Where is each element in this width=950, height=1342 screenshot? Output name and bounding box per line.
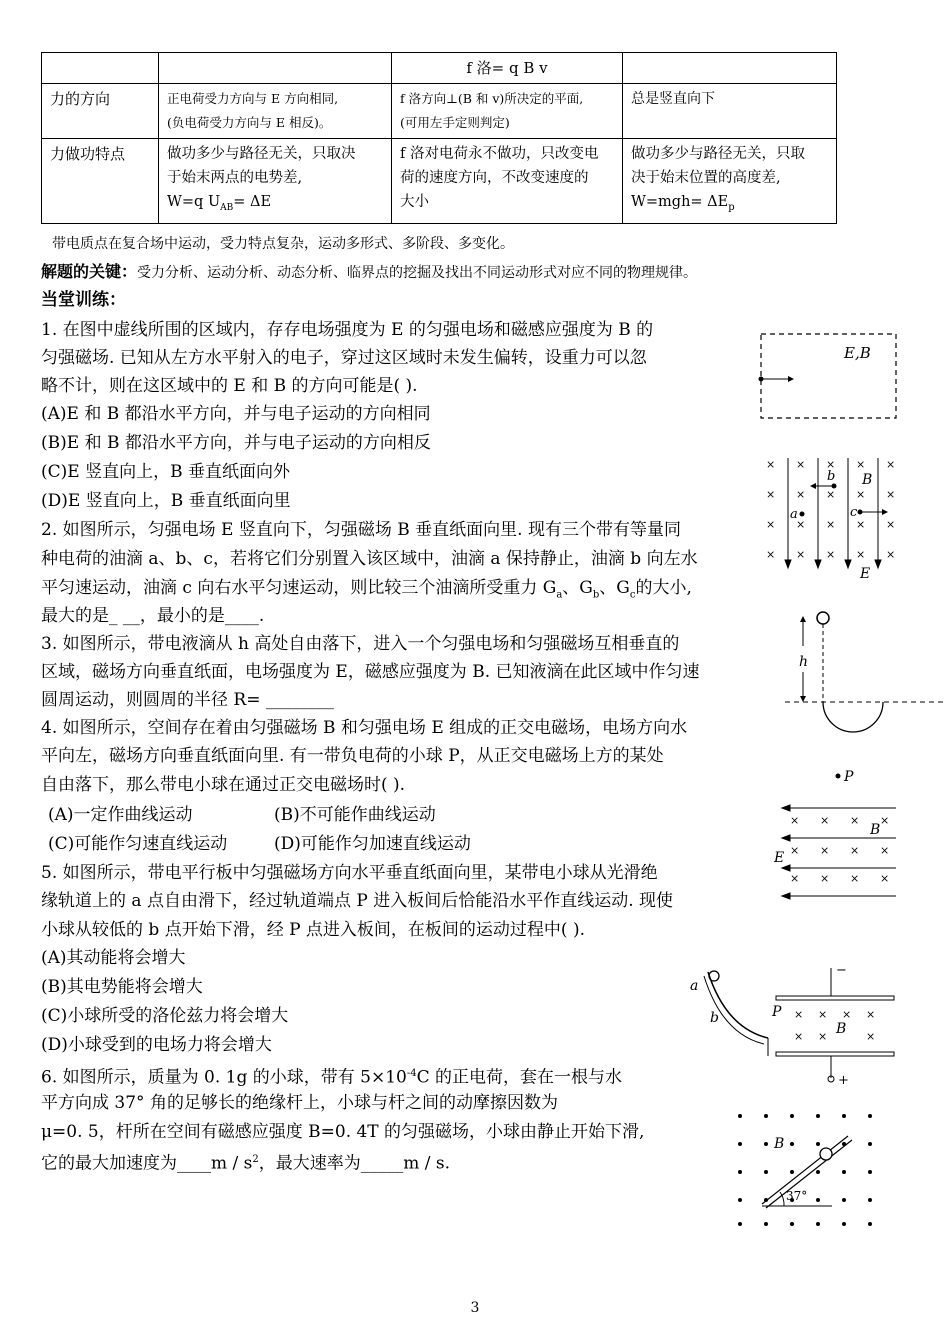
- q3-line: 圆周运动，则圆周的半径 R= ________: [41, 690, 334, 710]
- q6-line: 它的最大加速度为____m / $s^2$，最大速率为_____m / s.: [41, 1153, 451, 1174]
- table-cell: [392, 53, 623, 84]
- svg-text:P: P: [772, 1004, 782, 1020]
- svg-text:h: h: [799, 654, 809, 670]
- q1-figure: [752, 328, 902, 424]
- table-row: [42, 84, 837, 139]
- table-row: [42, 53, 837, 84]
- svg-text:×: ×: [850, 872, 860, 885]
- table-cell: [42, 53, 159, 84]
- svg-text:×: ×: [880, 814, 890, 827]
- svg-text:×: ×: [850, 814, 860, 827]
- q2-line: 最大的是_ __，最小的是____.: [41, 606, 265, 626]
- q1-line: 匀强磁场. 已知从左方水平射入的电子，穿过这区域时未发生偏转，设重力可以忽: [41, 348, 647, 368]
- q4-option-d: (D)可能作匀加速直线运动: [274, 834, 471, 854]
- q6-line: 平方向成 37° 角的足够长的绝缘杆上，小球与杆之间的动摩擦因数为: [41, 1093, 558, 1113]
- table-cell: 做功多少与路径无关，只取决 于始末两点的电势差, W=q $U_{AB}= \Delta E$: [159, 139, 392, 224]
- svg-text:×: ×: [790, 872, 800, 885]
- table-cell: f 洛方向⊥(B 和 v)所决定的平面, (可用左手定则判定): [392, 84, 623, 139]
- svg-text:a: a: [790, 507, 798, 522]
- section-title: 当堂训练：: [41, 290, 126, 310]
- q1-option-c: (C)E 竖直向上，B 垂直纸面向外: [41, 462, 290, 482]
- table-row: [42, 139, 837, 224]
- svg-text:×: ×: [818, 1030, 828, 1043]
- lorentz-force-formula: f 洛= q B v: [466, 59, 548, 77]
- svg-text:×: ×: [796, 548, 806, 561]
- q4-line: 4. 如图所示，空间存在着由匀强磁场 B 和匀强电场 E 组成的正交电磁场，电场方向水: [41, 718, 688, 738]
- svg-text:×: ×: [886, 488, 896, 501]
- q4-figure: [770, 764, 900, 914]
- svg-text:b: b: [827, 469, 836, 484]
- svg-text:−: −: [836, 963, 847, 978]
- q3-line: 3. 如图所示，带电液滴从 h 高处自由落下，进入一个匀强电场和匀强磁场互相垂直的: [41, 634, 680, 654]
- comparison-table: [41, 52, 837, 224]
- svg-text:×: ×: [796, 458, 806, 471]
- row-label: 力的方向: [42, 84, 159, 139]
- q6-line: 6. 如图所示，质量为 0. 1g 的小球，带有 $5\times 10^{-4}C$ 的正电荷，套在一根与水: [41, 1067, 623, 1088]
- table-cell: 正电荷受力方向与 E 方向相同, (负电荷受力方向与 E 相反)。: [159, 84, 392, 139]
- table-cell: [623, 53, 837, 84]
- svg-text:E: E: [860, 566, 871, 582]
- svg-text:×: ×: [886, 548, 896, 561]
- q1-line: 1. 在图中虚线所围的区域内，存存电场强度为 E 的匀强电场和磁感应强度为 B 的: [41, 320, 654, 340]
- svg-text:E: E: [774, 850, 785, 866]
- svg-text:×: ×: [766, 458, 776, 471]
- svg-text:×: ×: [826, 488, 836, 501]
- svg-text:×: ×: [818, 1008, 828, 1021]
- q2-line: 2. 如图所示，匀强电场 E 竖直向下，匀强磁场 B 垂直纸面向里. 现有三个带有等量同: [41, 520, 681, 540]
- svg-text:×: ×: [866, 1030, 876, 1043]
- intro-text: 带电质点在复合场中运动，受力特点复杂，运动多形式、多阶段、多变化。: [52, 236, 514, 252]
- q2-line: 平匀速运动，油滴 c 向右水平匀速运动，则比较三个油滴所受重力 $G_a$、$G_b$、$G_c$的大小,: [41, 578, 692, 601]
- svg-text:×: ×: [880, 844, 890, 857]
- svg-text:×: ×: [856, 488, 866, 501]
- svg-text:×: ×: [880, 872, 890, 885]
- svg-text:×: ×: [856, 458, 866, 471]
- q6-line: μ=0. 5，杆所在空间有磁感应强度 B=0. 4T 的匀强磁场，小球由静止开始下滑,: [41, 1122, 645, 1142]
- svg-text:×: ×: [790, 844, 800, 857]
- svg-text:P: P: [844, 769, 854, 785]
- svg-text:×: ×: [794, 1008, 804, 1021]
- svg-text:×: ×: [796, 518, 806, 531]
- table-cell: 做功多少与路径无关，只取 决于始末位置的高度差, $W=mgh= \Delta E_p$: [623, 139, 837, 224]
- q5-line: 小球从较低的 b 点开始下滑，经 P 点进入板间，在板间的运动过程中( ).: [41, 920, 586, 940]
- svg-text:c: c: [850, 505, 858, 520]
- svg-text:+: +: [838, 1073, 849, 1088]
- svg-text:×: ×: [842, 1008, 852, 1021]
- svg-text:×: ×: [826, 518, 836, 531]
- svg-text:×: ×: [850, 844, 860, 857]
- q1-option-d: (D)E 竖直向上，B 垂直纸面向里: [41, 491, 291, 511]
- svg-text:B: B: [774, 1136, 785, 1152]
- svg-text:×: ×: [886, 518, 896, 531]
- q4-option-b: (B)不可能作曲线运动: [274, 805, 436, 825]
- svg-text:×: ×: [826, 548, 836, 561]
- svg-text:×: ×: [766, 518, 776, 531]
- q4-option-c: (C)可能作匀速直线运动: [48, 834, 228, 854]
- key-text: 受力分析、运动分析、动态分析、临界点的挖掘及找出不同运动形式对应不同的物理规律。: [137, 265, 698, 281]
- q4-line: 自由落下，那么带电小球在通过正交电磁场时( ).: [41, 775, 406, 795]
- svg-text:×: ×: [820, 814, 830, 827]
- q5-figure: [688, 958, 903, 1088]
- svg-text:B: B: [836, 1021, 847, 1037]
- table-cell: [159, 53, 392, 84]
- q2-line: 种电荷的油滴 a、b、c，若将它们分别置入该区域中，油滴 a 保持静止，油滴 b 向左水: [41, 549, 698, 569]
- svg-text:×: ×: [866, 1008, 876, 1021]
- svg-text:×: ×: [826, 458, 836, 471]
- svg-text:×: ×: [856, 548, 866, 561]
- q5-option-d: (D)小球受到的电场力将会增大: [41, 1035, 272, 1055]
- key-label: 解题的关键：: [41, 262, 138, 281]
- q5-option-b: (B)其电势能将会增大: [41, 977, 203, 997]
- svg-text:B: B: [862, 472, 873, 488]
- q6-figure: [728, 1108, 888, 1228]
- q2-figure: [760, 454, 900, 584]
- svg-text:×: ×: [794, 1030, 804, 1043]
- svg-text:a: a: [690, 978, 699, 994]
- q5-line: 5. 如图所示，带电平行板中匀强磁场方向水平垂直纸面向里，某带电小球从光滑绝: [41, 863, 658, 883]
- svg-text:×: ×: [790, 814, 800, 827]
- q1-line: 略不计，则在这区域中的 E 和 B 的方向可能是( ).: [41, 376, 418, 396]
- q1-option-a: (A)E 和 B 都沿水平方向，并与电子运动的方向相同: [41, 404, 431, 424]
- table-cell: f 洛对电荷永不做功，只改变电 荷的速度方向，不改变速度的 大小: [392, 139, 623, 224]
- svg-text:B: B: [870, 822, 881, 838]
- q5-line: 缘轨道上的 a 点自由滑下，经过轨道端点 P 进入板间后恰能沿水平作直线运动. 现使: [41, 891, 673, 911]
- svg-text:×: ×: [856, 518, 866, 531]
- svg-text:×: ×: [766, 488, 776, 501]
- svg-text:×: ×: [796, 488, 806, 501]
- q4-line: 平向左，磁场方向垂直纸面向里. 有一带负电荷的小球 P，从正交电磁场上方的某处: [41, 746, 664, 766]
- q3-figure: [785, 608, 945, 748]
- row-label: 力做功特点: [42, 139, 159, 224]
- svg-text:×: ×: [766, 548, 776, 561]
- svg-text:37°: 37°: [786, 1189, 808, 1203]
- q4-option-a: (A)一定作曲线运动: [48, 805, 193, 825]
- table-cell: 总是竖直向下: [623, 84, 837, 139]
- q3-line: 区域，磁场方向垂直纸面，电场强度为 E，磁感应强度为 B. 已知液滴在此区域中作匀速: [41, 662, 700, 682]
- page-number: 3: [470, 1300, 480, 1316]
- svg-text:b: b: [710, 1010, 719, 1026]
- q5-option-a: (A)其动能将会增大: [41, 948, 186, 968]
- svg-text:×: ×: [820, 844, 830, 857]
- svg-text:×: ×: [886, 458, 896, 471]
- svg-text:×: ×: [820, 872, 830, 885]
- key-paragraph: [41, 262, 697, 283]
- q1-option-b: (B)E 和 B 都沿水平方向，并与电子运动的方向相反: [41, 433, 431, 453]
- field-label: E,B: [844, 344, 871, 362]
- q5-option-c: (C)小球所受的洛伦兹力将会增大: [41, 1006, 289, 1026]
